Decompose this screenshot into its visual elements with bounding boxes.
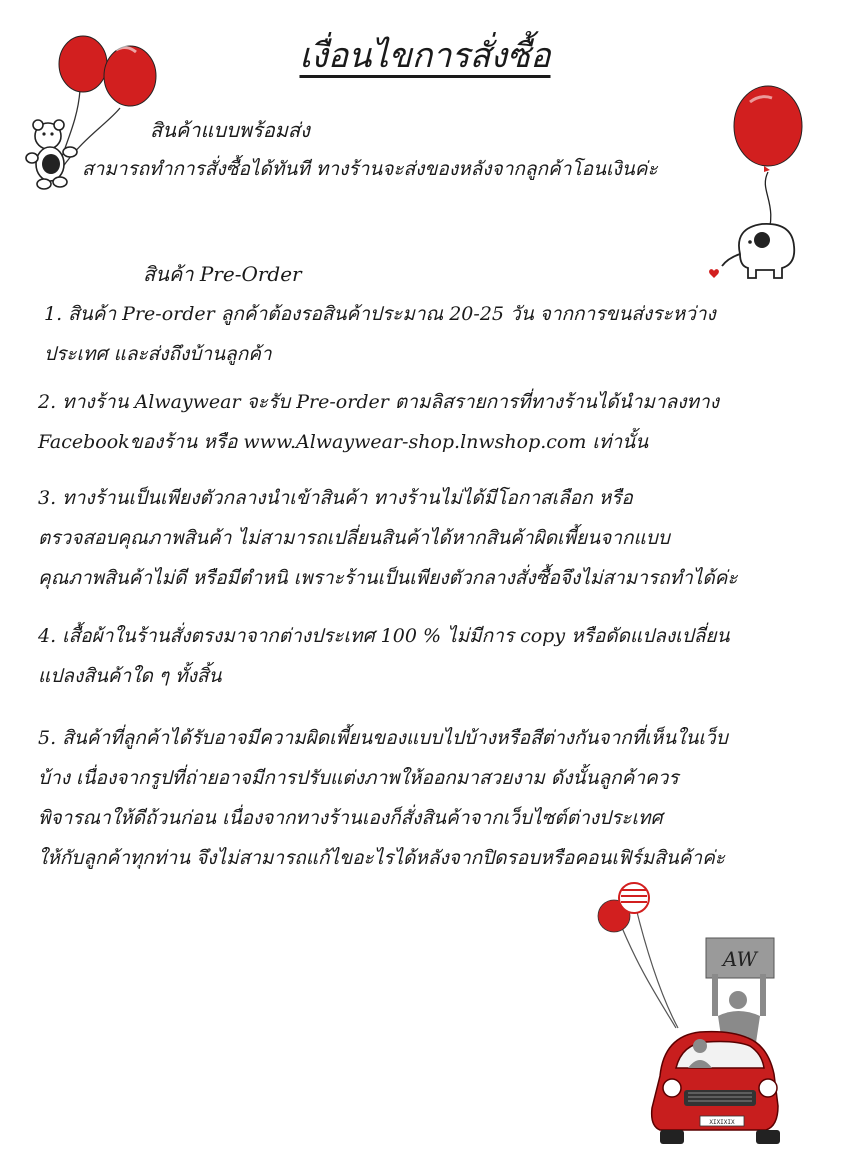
item-line: 5. สินค้าที่ลูกค้าได้รับอาจมีความผิดเพี้ยนของแบบไปบ้างหรือสีต่างกันจากที่เห็นในเว็บ [38,727,728,749]
elephant-balloon-illustration [700,82,815,282]
red-car-icon [652,1032,780,1144]
red-balloon-icon [104,46,156,106]
preorder-item-4 [38,616,729,696]
item-line: 3. ทางร้านเป็นเพียงตัวกลางนำเข้าสินค้า ทางร้านไม่ได้มีโอกาสเลือก หรือ [38,487,633,509]
preorder-item-5 [38,718,728,878]
item-line: 4. เสื้อผ้าในร้านสั่งตรงมาจากต่างประเทศ 100 % ไม่มีการ copy หรือดัดแปลงเปลี่ยน [38,625,730,647]
sign-board-icon [706,938,774,978]
item-line: พิจารณาให้ดีถ้วนก่อน เนื่องจากทางร้านเองก็สั่งสินค้าจากเว็บไซต์ต่างประเทศ [38,807,663,829]
preorder-heading: สินค้า Pre-Order [143,262,302,286]
item-line: 1. สินค้า Pre-order ลูกค้าต้องรอสินค้าประมาณ 20-25 วัน จากการขนส่งระหว่าง [44,303,716,325]
item-line: คุณภาพสินค้าไม่ดี หรือมีตำหนิ เพราะร้านเป็นเพียงตัวกลางสั่งซื้อจึงไม่สามารถทำได้ค่ะ [38,567,738,589]
item-line: ให้กับลูกค้าทุกท่าน จึงไม่สามารถแก้ไขอะไรได้หลังจากปิดรอบหรือคอนเฟิร์มสินค้าค่ะ [38,847,725,869]
ready-stock-text: สามารถทำการสั่งซื้อได้ทันที ทางร้านจะส่งของหลังจากลูกค้าโอนเงินค่ะ [82,158,658,180]
red-balloon-icon [619,883,649,913]
preorder-item-2 [38,382,719,462]
preorder-item-3 [38,478,738,598]
item-line: แปลงสินค้าใด ๆ ทั้งสิ้น [38,665,222,687]
teddy-balloons-illustration [18,28,168,198]
ready-stock-heading: สินค้าแบบพร้อมส่ง [150,118,310,142]
sign-logo-text: AW [722,947,758,971]
item-line: ตรวจสอบคุณภาพสินค้า ไม่สามารถเปลี่ยนสินค้าได้หากสินค้าผิดเพี้ยนจากแบบ [38,527,670,549]
item-line: 2. ทางร้าน Alwaywear จะรับ Pre-order ตามลิสรายการที่ทางร้านได้นำมาลงทาง [38,391,719,413]
page-title: เงื่อนไขการสั่งซื้อ [299,36,551,76]
item-line: บ้าง เนื่องจากรูปที่ถ่ายอาจมีการปรับแต่งภาพให้ออกมาสวยงาม ดังนั้นลูกค้าควร [38,767,679,789]
preorder-item-1 [44,294,716,374]
red-balloon-icon [59,36,107,92]
item-line: ประเทศ และส่งถึงบ้านลูกค้า [44,343,272,365]
plate-text: XIXIXIX [709,1119,735,1126]
item-line: Facebookของร้าน หรือ www.Alwaywear-shop.lnwshop.com เท่านั้น [38,431,649,453]
car-balloons-illustration [588,878,788,1146]
elephant-icon [722,224,794,278]
